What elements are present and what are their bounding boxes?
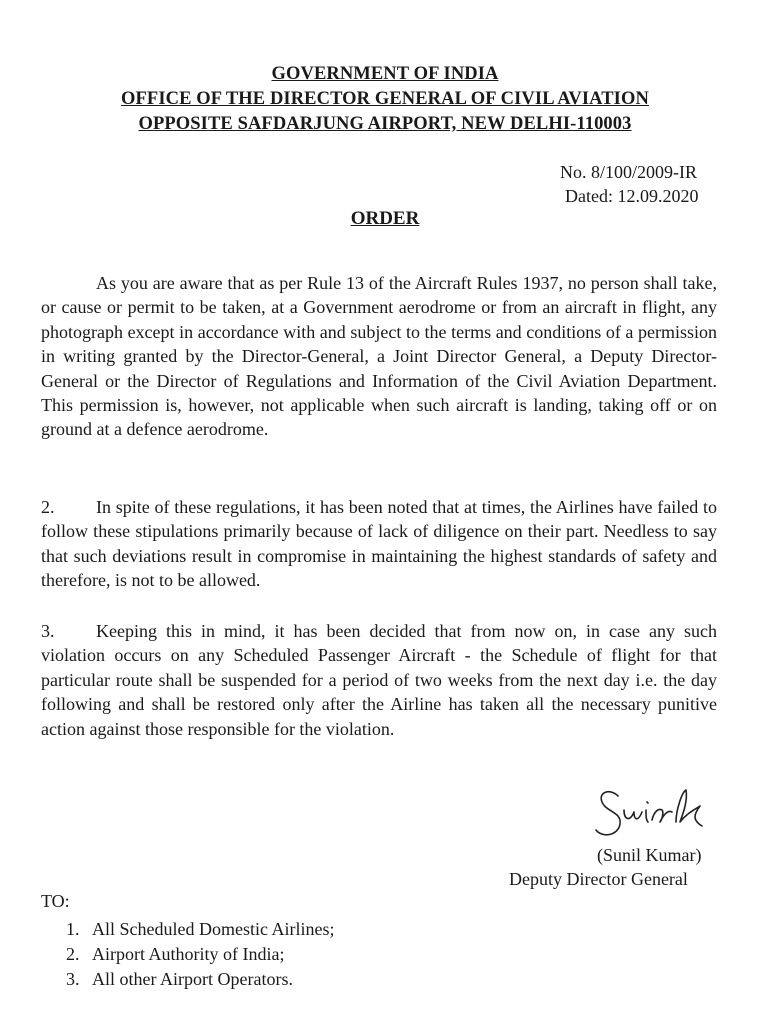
list-item: [66, 917, 334, 942]
signatory-designation: Deputy Director General: [509, 869, 688, 889]
signatory-name: (Sunil Kumar): [597, 845, 702, 865]
paragraph-1-text: As you are aware that as per Rule 13 of the Aircraft Rules 1937, no person shall take, or cause or permit to be taken, at a Government aerodrome or from an aircraft in flight, any photograph except in accordance with and subject to the terms and conditions of a permission in writing granted by the Director-General, a Joint Director General, a Deputy Director-General or the Director of Regulations and Information of the Civil Aviation Department. This permission is, however, not applicable when such aircraft is landing, taking off or on ground at a defence aerodrome.: [41, 273, 717, 440]
paragraph-1: [41, 271, 717, 442]
paragraph-2-text: In spite of these regulations, it has been noted that at times, the Airlines have failed to follow these stipulations primarily because of lack of diligence on their part. Needless to say that such deviations result in compromise in maintaining the highest standards of safety and therefore, is not to be allowed.: [41, 497, 717, 591]
list-item: [66, 967, 334, 992]
list-item-text: All Scheduled Domestic Airlines;: [92, 919, 335, 939]
paragraph-3-text: Keeping this in mind, it has been decided that from now on, in case any such violation occurs on any Scheduled Passenger Aircraft - the Schedule of flight for that particular route shall be suspended for a period of two weeks from the next day i.e. the day following and shall be restored only after the Airline has taken all the necessary punitive action against those responsible for the violation.: [41, 621, 717, 739]
signature-icon: [588, 782, 718, 852]
reference-number: No. 8/100/2009-IR: [560, 162, 697, 182]
list-item: [66, 942, 334, 967]
header-address: OPPOSITE SAFDARJUNG AIRPORT, NEW DELHI-110003: [138, 114, 632, 134]
paragraph-3-number: 3.: [41, 621, 55, 641]
recipients-label: TO:: [41, 891, 70, 911]
handwritten-signature: [588, 782, 718, 852]
paragraph-2: [41, 495, 717, 593]
list-item-text: All other Airport Operators.: [92, 969, 293, 989]
header-government: GOVERNMENT OF INDIA: [271, 64, 499, 84]
reference-date: Dated: 12.09.2020: [565, 186, 699, 206]
list-item-number: 3.: [66, 969, 80, 989]
list-item-number: 2.: [66, 944, 80, 964]
order-title: ORDER: [350, 208, 420, 229]
paragraph-3: [41, 619, 717, 741]
paragraph-2-number: 2.: [41, 497, 55, 517]
header-office: OFFICE OF THE DIRECTOR GENERAL OF CIVIL AVIATION: [121, 89, 649, 109]
recipients-list: [66, 917, 334, 992]
list-item-number: 1.: [66, 919, 80, 939]
list-item-text: Airport Authority of India;: [92, 944, 285, 964]
